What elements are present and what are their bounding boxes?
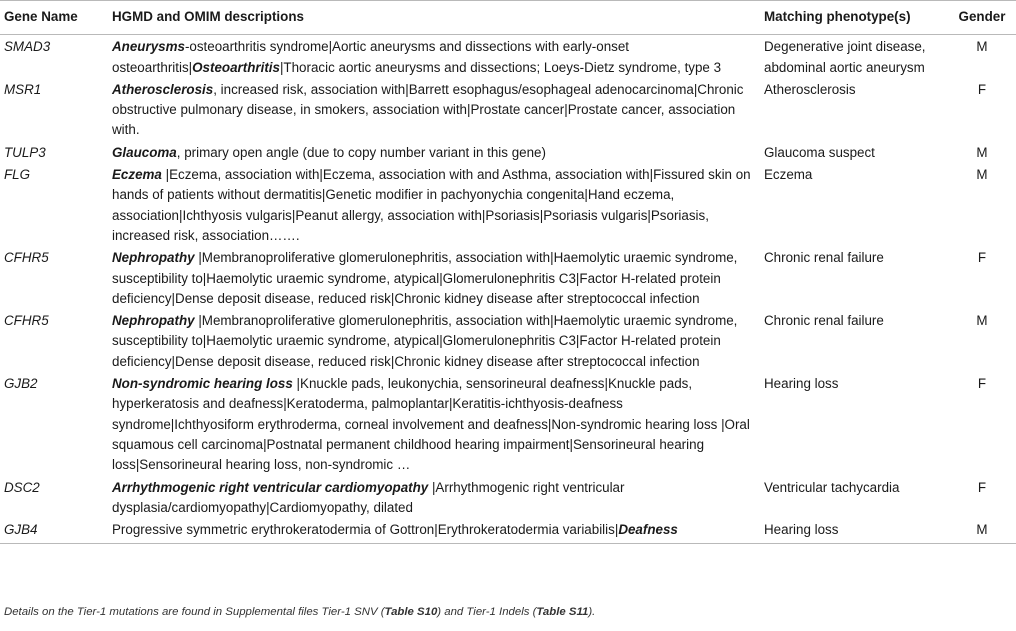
description — [108, 520, 760, 544]
gene-name: CFHR5 — [4, 313, 49, 329]
gender: M — [976, 39, 988, 55]
header-gene-name: Gene Name — [0, 1, 108, 35]
description-text: |Membranoproliferative glomerulonephritis, association with|Haemolytic uraemic syndrome, susceptibility to|Haemolytic uraemic syndrome, atypical|Glomerulonephritis C3|Factor H-related protein deficiency|Dense deposit disease, reduced risk|Chronic kidney disease after streptococcal infection — [112, 313, 738, 369]
gender: M — [948, 520, 1016, 544]
key-term: Aneurysms — [112, 39, 185, 55]
table-row — [0, 311, 1016, 374]
table-row — [0, 248, 1016, 311]
table-s11-link[interactable]: Table S11 — [536, 606, 589, 618]
table-row — [0, 80, 1016, 143]
description-text: Progressive symmetric erythrokeratodermia of Gottron|Erythrokeratodermia variabilis| — [112, 522, 619, 538]
gene-name: TULP3 — [4, 144, 46, 160]
description-text: , primary open angle (due to copy number variant in this gene) — [176, 144, 546, 160]
description — [108, 248, 760, 311]
description-text: |Thoracic aortic aneurysms and dissections; Loeys-Dietz syndrome, type 3 — [279, 59, 722, 75]
key-term: Nephropathy — [112, 313, 195, 329]
key-term: Deafness — [618, 522, 678, 538]
phenotype: Ventricular tachycardia — [764, 479, 900, 495]
description-text: |Arrhythmogenic right ventricular dysplasia/cardiomyopathy|Cardiomyopathy, dilated — [112, 479, 625, 515]
key-term: Arrhythmogenic right ventricular cardiomyopathy — [112, 479, 429, 495]
gene-name: CFHR5 — [4, 250, 49, 266]
phenotype: Chronic renal failure — [764, 313, 884, 329]
description — [108, 374, 760, 477]
table-row — [0, 165, 1016, 248]
description — [108, 165, 760, 248]
header-gender: Gender — [948, 1, 1016, 35]
gender: F — [977, 250, 987, 266]
header-phenotype: Matching phenotype(s) — [760, 1, 948, 35]
gene-name: DSC2 — [4, 479, 40, 495]
gender: M — [976, 167, 988, 183]
table-s10-link[interactable]: Table S10 — [384, 606, 438, 618]
gene-name: FLG — [4, 167, 31, 183]
phenotype: Hearing loss — [764, 376, 839, 392]
description-text: |Knuckle pads, leukonychia, sensorineural deafness|Knuckle pads, hyperkeratosis and deafness|Keratoderma, palmoplantar|Keratitis-ichthyosis-deafness syndrome|Ichthyosiform erythroderma, corneal involvement and deafness|Non-syndromic hearing loss |Oral squamous cell carcinoma|Postnatal permanent childhood hearing impairment|Sensorineural hearing loss|Sensorineural hearing loss, non-syndromic … — [112, 376, 750, 473]
phenotype: Atherosclerosis — [764, 81, 856, 97]
phenotype: Degenerative joint disease, abdominal aortic aneurysm — [764, 39, 926, 75]
phenotype: Glaucoma suspect — [764, 144, 875, 160]
description — [108, 478, 760, 521]
table-row — [0, 520, 1016, 544]
description — [108, 143, 760, 165]
gene-name: GJB4 — [0, 520, 108, 544]
table-footnote — [4, 606, 595, 618]
gender: F — [977, 376, 987, 392]
description-text: -osteoarthritis syndrome|Aortic aneurysms and dissections with early-onset osteoarthritis| — [112, 39, 629, 75]
footnote-text: ). — [588, 606, 596, 618]
footnote-text: Details on the Tier-1 mutations are found in Supplemental files Tier-1 SNV ( — [4, 606, 385, 618]
key-term: Osteoarthritis — [192, 59, 280, 75]
gene-name: MSR1 — [4, 81, 42, 97]
description-text: |Membranoproliferative glomerulonephritis, association with|Haemolytic uraemic syndrome, susceptibility to|Haemolytic uraemic syndrome, atypical|Glomerulonephritis C3|Factor H-related protein deficiency|Dense deposit disease, reduced risk|Chronic kidney disease after streptococcal infection — [112, 250, 738, 306]
key-term: Glaucoma — [112, 144, 177, 160]
table-row — [0, 143, 1016, 165]
phenotype: Chronic renal failure — [764, 250, 884, 266]
description-text: |Eczema, association with|Eczema, association with and Asthma, association with|Fissured skin on hands of patients without dermatitis|Genetic modifier in pachyonychia congenita|Hand eczema, association|Ichthyosis vulgaris|Peanut allergy, association with|Psoriasis|Psoriasis vulgaris|Psoriasis, increased risk, association……. — [112, 167, 751, 243]
header-descriptions: HGMD and OMIM descriptions — [108, 1, 760, 35]
phenotype: Hearing loss — [760, 520, 948, 544]
key-term: Non-syndromic hearing loss — [112, 376, 293, 392]
gender: F — [977, 479, 987, 495]
gender: F — [977, 81, 987, 97]
footnote-text: ) and Tier-1 Indels ( — [437, 606, 537, 618]
description — [108, 311, 760, 374]
key-term: Atherosclerosis — [112, 81, 214, 97]
table-row — [0, 35, 1016, 80]
description-text: , increased risk, association with|Barrett esophagus/esophageal adenocarcinoma|Chronic obstructive pulmonary disease, in smokers, association with|Prostate cancer|Prostate cancer, association with. — [112, 81, 744, 138]
table-row — [0, 478, 1016, 521]
description — [108, 35, 760, 80]
key-term: Nephropathy — [112, 250, 195, 266]
key-term: Eczema — [112, 167, 162, 183]
description — [108, 80, 760, 143]
gene-name: GJB2 — [4, 376, 38, 392]
gender: M — [976, 313, 988, 329]
gender: M — [976, 144, 988, 160]
header-row — [0, 1, 1016, 35]
table-row — [0, 374, 1016, 477]
phenotype: Eczema — [764, 167, 813, 183]
gene-name: SMAD3 — [4, 39, 51, 55]
